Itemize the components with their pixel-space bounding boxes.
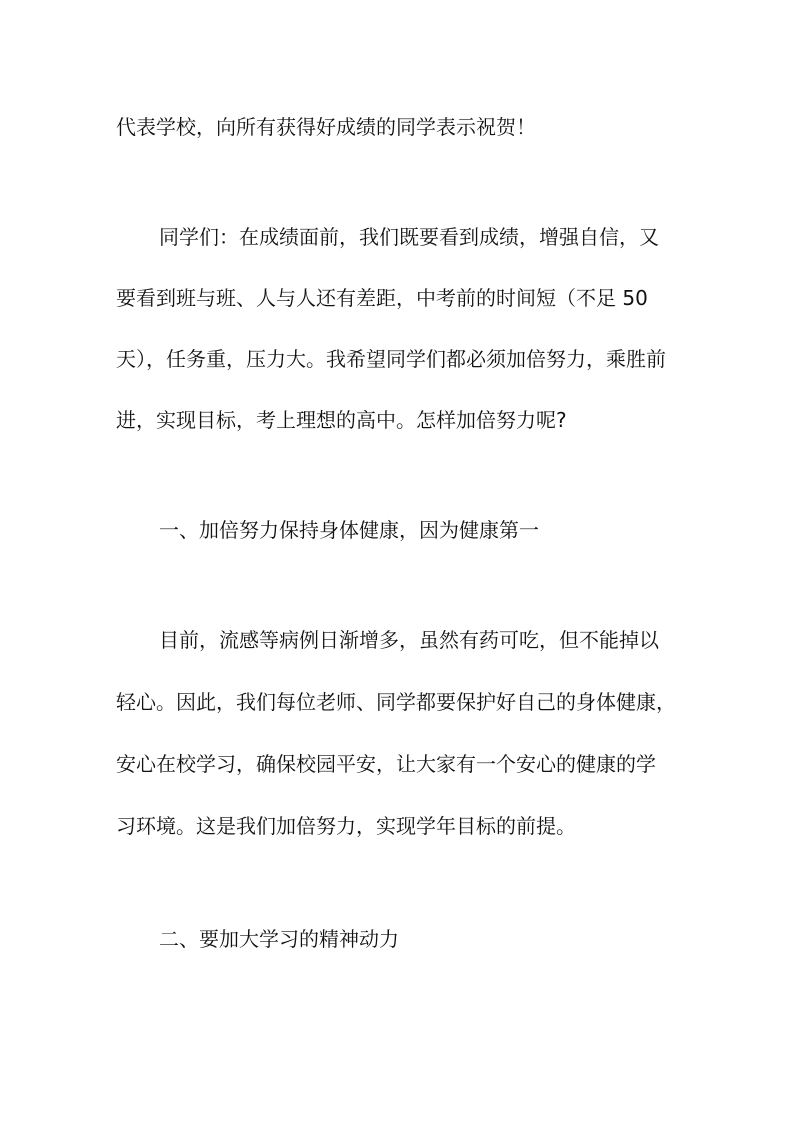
section-heading-motivation: 二、要加大学习的精神动力 — [159, 927, 399, 951]
paragraph-line-health-3: 安心在校学习，确保校园平安，让大家有一个安心的健康的学 — [116, 752, 656, 776]
paragraph-line-students-4: 进，实现目标，考上理想的高中。怎样加倍努力呢? — [116, 408, 567, 432]
paragraph-line-students-3: 天），任务重，压力大。我希望同学们都必须加倍努力，乘胜前 — [116, 347, 666, 371]
paragraph-line-health-2: 轻心。因此，我们每位老师、同学都要保护好自己的身体健康， — [116, 690, 676, 714]
paragraph-line-congratulations: 代表学校，向所有获得好成绩的同学表示祝贺！ — [116, 115, 536, 139]
section-heading-health: 一、加倍努力保持身体健康，因为健康第一 — [159, 518, 539, 542]
paragraph-line-students-1: 同学们：在成绩面前，我们既要看到成绩，增强自信，又 — [159, 225, 659, 249]
paragraph-line-health-4: 习环境。这是我们加倍努力，实现学年目标的前提。 — [116, 814, 576, 838]
paragraph-line-health-1: 目前，流感等病例日渐增多，虽然有药可吃，但不能掉以 — [159, 628, 659, 652]
paragraph-line-students-2: 要看到班与班、人与人还有差距，中考前的时间短（不足 50 — [116, 286, 648, 310]
